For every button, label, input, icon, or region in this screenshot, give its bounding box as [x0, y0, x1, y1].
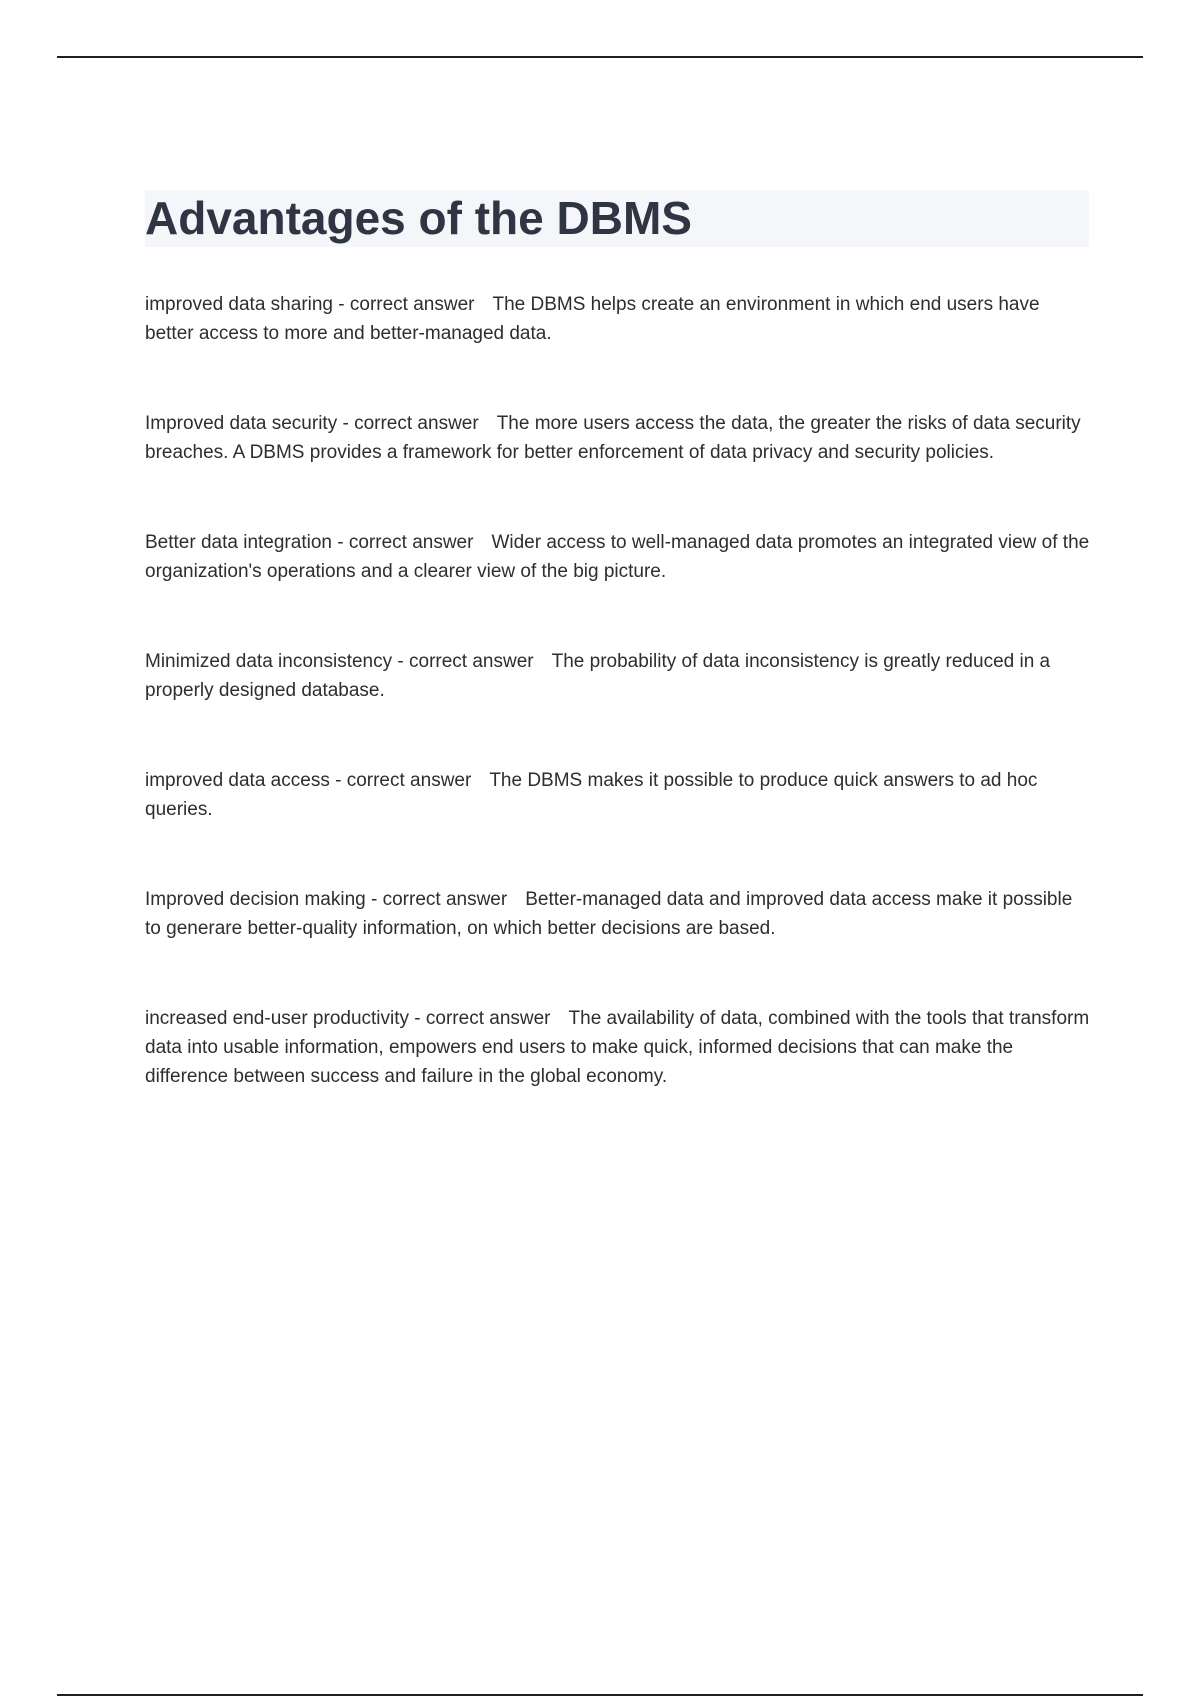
- entry-term: Improved decision making: [145, 889, 366, 910]
- entry-separator: - correct answer: [365, 889, 508, 910]
- entry-definition: The probability of data inconsistency is greatly reduced in a properly designed database.: [145, 651, 1051, 701]
- bottom-divider: [57, 1694, 1143, 1696]
- entry-term: improved data access: [145, 770, 330, 791]
- qa-entry: [145, 885, 1090, 943]
- entry-term: increased end-user productivity: [145, 1008, 410, 1029]
- qa-entry: [145, 409, 1090, 467]
- page-title: Advantages of the DBMS: [145, 192, 692, 244]
- entry-term: Minimized data inconsistency: [145, 651, 393, 672]
- qa-entry: [145, 290, 1090, 348]
- entry-separator: - correct answer: [333, 294, 475, 315]
- qa-entry: [145, 1004, 1090, 1091]
- entry-separator: - correct answer: [329, 770, 472, 791]
- entry-separator: - correct answer: [392, 651, 534, 672]
- entry-definition: Better-managed data and improved data access make it possible to generare better-quality information, on which better decisions are based.: [145, 889, 1073, 939]
- qa-entry: [145, 647, 1090, 705]
- entry-definition: The DBMS makes it possible to produce quick answers to ad hoc queries.: [145, 770, 1038, 820]
- entry-definition: The more users access the data, the greater the risks of data security breaches. A DBMS provides a framework for better enforcement of data privacy and security policies.: [145, 413, 1081, 463]
- qa-list: [145, 290, 1090, 1152]
- qa-entry: [145, 528, 1090, 586]
- entry-term: Improved data security: [145, 413, 338, 434]
- entry-separator: - correct answer: [337, 413, 479, 434]
- entry-definition: Wider access to well-managed data promotes an integrated view of the organization's operations and a clearer view of the big picture.: [145, 532, 1090, 582]
- qa-entry: [145, 766, 1090, 824]
- entry-separator: - correct answer: [409, 1008, 551, 1029]
- top-divider: [57, 56, 1143, 58]
- entry-term: Better data integration: [145, 532, 332, 553]
- entry-definition: The availability of data, combined with the tools that transform data into usable information, empowers end users to make quick, informed decisions that can make the difference between success and failure in the global economy.: [145, 1008, 1090, 1087]
- entry-definition: The DBMS helps create an environment in which end users have better access to more and better-managed data.: [145, 294, 1040, 344]
- entry-term: improved data sharing: [145, 294, 333, 315]
- entry-separator: - correct answer: [331, 532, 474, 553]
